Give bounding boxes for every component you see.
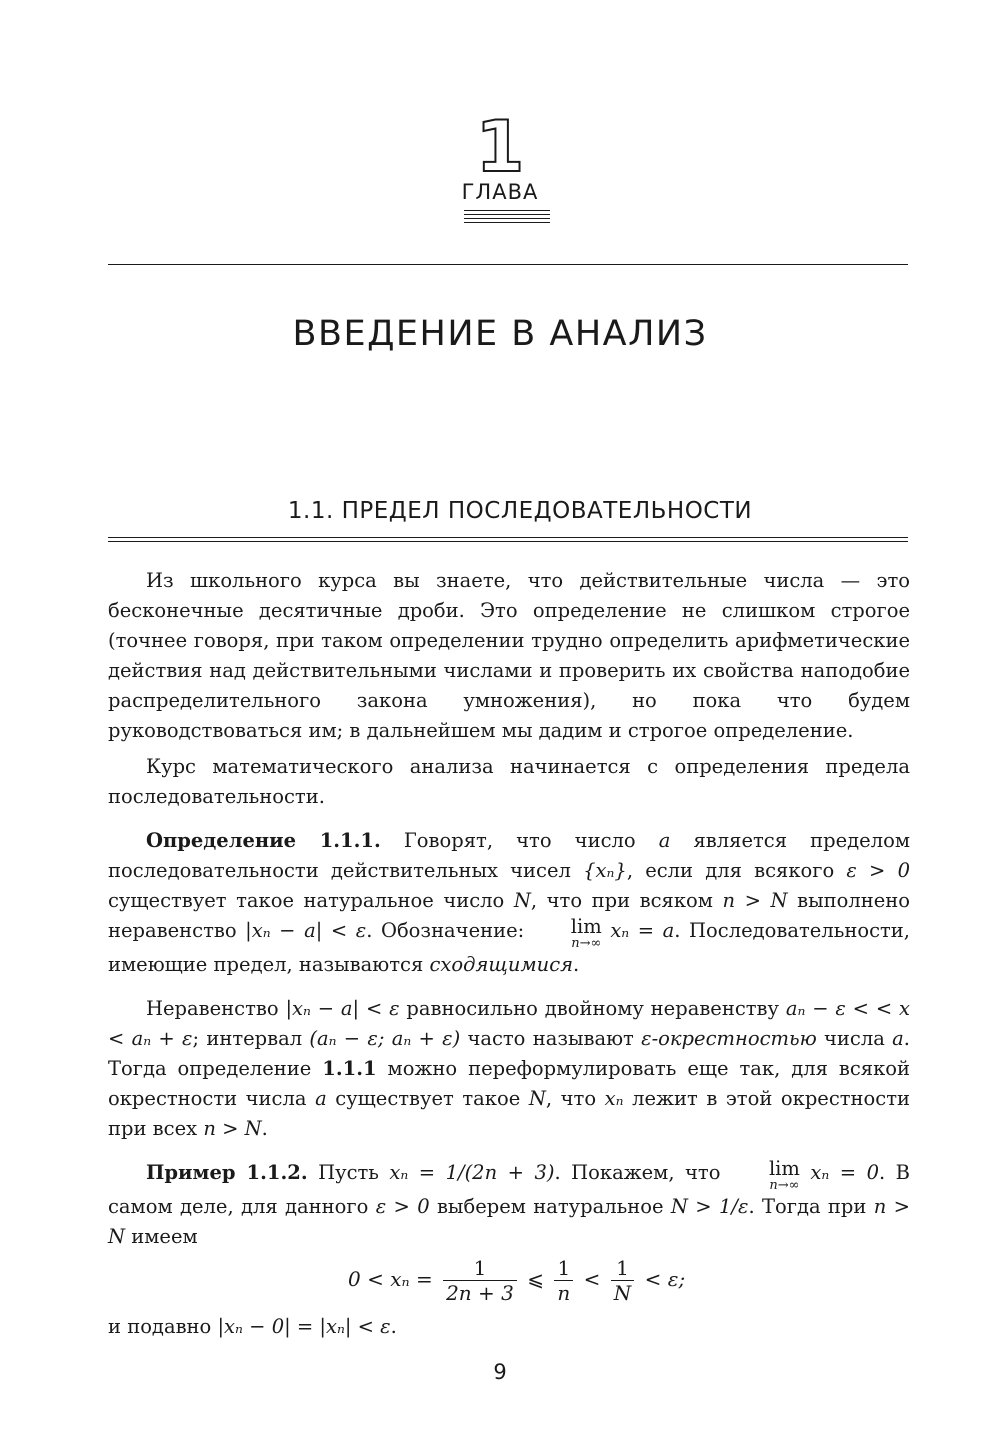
def-text: выполнено неравенство <box>108 889 911 942</box>
fraction-numerator: 1 <box>554 1256 573 1281</box>
chapter-label: ГЛАВА <box>461 180 539 204</box>
ex-text: . Тогда при <box>748 1195 874 1218</box>
p3-text: числа <box>816 1027 893 1050</box>
math-n-gt-N: n > N <box>108 1195 910 1248</box>
fraction-numerator: 1 <box>611 1256 635 1281</box>
last-text: . <box>390 1315 397 1338</box>
example-1-1-2 <box>108 1158 910 1252</box>
math-N-choice: N > 1/ε <box>670 1195 749 1218</box>
p3-text: ; интервал <box>192 1027 310 1050</box>
section-divider <box>108 537 908 551</box>
formula-leq: ⩽ <box>527 1267 544 1291</box>
p3-text: равносильно двойному неравенству <box>399 997 786 1020</box>
fraction-denominator: 2n + 3 <box>446 1281 514 1305</box>
formula-lt: < <box>583 1267 601 1291</box>
ex-text: . В самом деле, для данного <box>108 1161 911 1218</box>
paragraph-course: Курс математического анализа начинается с определения предела последовательности. <box>108 755 910 808</box>
lim-subscript: n→∞ <box>769 1178 800 1193</box>
chapter-underline <box>464 210 550 230</box>
p3-text: , что <box>545 1087 605 1110</box>
def-text: . Обозначение: <box>366 919 533 942</box>
math-n-gt-N: n > N <box>203 1117 262 1140</box>
last-text: и подавно <box>108 1315 218 1338</box>
p3-text: . <box>261 1117 268 1140</box>
p3-text: . Тогда определение <box>108 1027 910 1080</box>
math-final-inequality: |xₙ − 0| = |xₙ| < ε <box>217 1315 391 1338</box>
math-xn-definition: xₙ = 1/(2n + 3) <box>389 1161 555 1184</box>
lim-word: lim <box>570 915 602 938</box>
chapter-title: ВВЕДЕНИЕ В АНАЛИЗ <box>292 314 708 354</box>
definition-label: Определение 1.1.1. <box>146 829 381 852</box>
def-text: . <box>573 953 580 976</box>
fraction-denominator: N <box>613 1281 632 1305</box>
math-a: a <box>658 829 671 852</box>
fraction-1 <box>443 1256 517 1305</box>
fraction-2 <box>554 1256 573 1305</box>
math-limit <box>533 916 602 950</box>
math-N: N <box>528 1087 546 1110</box>
math-abs-inequality: |xₙ − a| < ε <box>285 997 400 1020</box>
lim-subscript: n→∞ <box>571 936 602 951</box>
math-limit-value: xₙ = a <box>610 919 675 942</box>
math-xn: xₙ <box>604 1087 624 1110</box>
fraction-numerator: 1 <box>443 1256 517 1281</box>
fraction-denominator: n <box>557 1281 571 1305</box>
ex-text: . Покажем, что <box>554 1161 731 1184</box>
def-text: существует такое натуральное число <box>108 889 514 912</box>
math-limit-value: xₙ = 0 <box>810 1161 879 1184</box>
term-convergent: сходящимися <box>429 953 574 976</box>
def-text: , что при всяком <box>530 889 723 912</box>
ex-text: имеем <box>125 1225 198 1248</box>
math-abs-inequality: |xₙ − a| < ε <box>245 919 367 942</box>
math-a: a <box>315 1087 327 1110</box>
term-eps-neighborhood: ε-окрестностью <box>641 1027 817 1050</box>
chapter-number: 1 <box>475 106 525 188</box>
p3-text: существует такое <box>326 1087 529 1110</box>
def-text: является пределом последовательности действительных чисел <box>108 829 910 882</box>
math-limit <box>731 1158 800 1192</box>
chapter-divider <box>108 264 908 265</box>
ex-text: Пусть <box>307 1161 390 1184</box>
page-body <box>108 566 910 1342</box>
p3-text: часто называют <box>460 1027 642 1050</box>
paragraph-intro: Из школьного курса вы знаете, что действительные числа — это бесконечные десятичные дроби. Это определение не слишком строгое (точнее говоря, при таком определении трудно определить арифметические действия над действительными числами и проверить их свойства наподобие распределительного закона умножения), но пока что будем руководствоваться им; в дальнейшем мы дадим и строгое определение. <box>108 569 910 742</box>
math-interval: (aₙ − ε; aₙ + ε) <box>309 1027 461 1050</box>
p3-text: Неравенство <box>146 997 286 1020</box>
definition-reference: 1.1.1 <box>322 1057 377 1080</box>
definition-1-1-1 <box>108 826 910 980</box>
display-formula <box>108 1252 910 1312</box>
def-text: . Последовательности, имеющие предел, называются <box>108 919 910 976</box>
def-text: , если для всякого <box>626 859 847 882</box>
p3-text: можно переформулировать еще так, для всякой окрестности числа <box>108 1057 911 1110</box>
math-n-gt-N: n > N <box>722 889 788 912</box>
math-epsilon: ε > 0 <box>846 859 910 882</box>
lim-word: lim <box>768 1157 800 1180</box>
paragraph-conclusion <box>108 1312 910 1342</box>
p3-text: лежит в этой окрестности при всех <box>108 1087 910 1140</box>
page-number: 9 <box>493 1360 507 1384</box>
formula-end: < ε; <box>644 1267 686 1291</box>
section-title: 1.1. ПРЕДЕЛ ПОСЛЕДОВАТЕЛЬНОСТИ <box>287 498 753 524</box>
example-label: Пример 1.1.2. <box>146 1161 308 1184</box>
fraction-3 <box>611 1256 635 1305</box>
formula-lhs: 0 < xₙ = <box>348 1267 433 1291</box>
math-a: a <box>892 1027 904 1050</box>
paragraph-neighborhood <box>108 994 910 1144</box>
math-N: N <box>513 889 531 912</box>
math-double-inequality: aₙ − ε < < x < aₙ + ε <box>108 997 911 1050</box>
def-text: Говорят, что число <box>380 829 659 852</box>
ex-text: выберем натуральное <box>429 1195 671 1218</box>
math-sequence: {xₙ} <box>583 859 627 882</box>
math-epsilon: ε > 0 <box>375 1195 430 1218</box>
